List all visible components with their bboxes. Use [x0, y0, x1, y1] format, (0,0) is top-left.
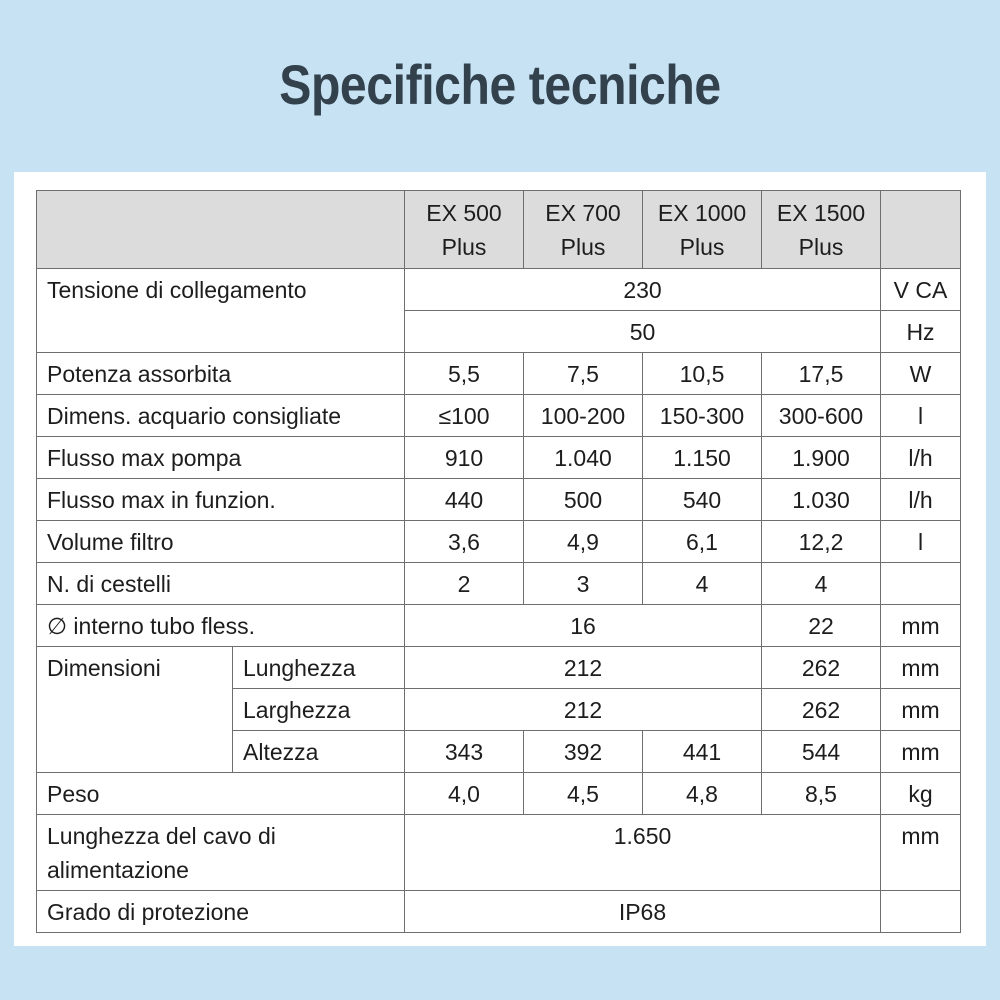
model-header-ex1500: EX 1500 Plus — [762, 191, 881, 269]
row-label-potenza: Potenza assorbita — [37, 353, 405, 395]
cell-value: 4,0 — [405, 773, 524, 815]
cell-unit: mm — [881, 689, 961, 731]
row-label-dimensioni: Dimensioni — [37, 647, 233, 773]
page-title: Specifiche tecniche — [279, 53, 721, 116]
row-label-volume: Volume filtro — [37, 521, 405, 563]
table-row — [37, 395, 961, 437]
cell-value: 212 — [405, 689, 762, 731]
cell-value: 1.650 — [405, 815, 881, 891]
table-row — [37, 605, 961, 647]
frequency-value: 50 — [405, 311, 881, 353]
sub-label-altezza: Altezza — [233, 731, 405, 773]
cell-value: 540 — [643, 479, 762, 521]
cell-value: 500 — [524, 479, 643, 521]
row-label-protezione: Grado di protezione — [37, 891, 405, 933]
cell-value: 7,5 — [524, 353, 643, 395]
cell-value: 4,9 — [524, 521, 643, 563]
header-row — [37, 191, 961, 269]
cell-unit: mm — [881, 605, 961, 647]
table-row — [37, 269, 961, 311]
sub-label-larghezza: Larghezza — [233, 689, 405, 731]
voltage-value: 230 — [405, 269, 881, 311]
cell-value: 441 — [643, 731, 762, 773]
model-header-ex700: EX 700 Plus — [524, 191, 643, 269]
cell-value: ≤100 — [405, 395, 524, 437]
voltage-unit: V CA — [881, 269, 961, 311]
row-label-tensione: Tensione di collegamento — [37, 269, 405, 353]
cell-unit: mm — [881, 731, 961, 773]
specifications-table — [36, 190, 961, 933]
cell-value: 4,5 — [524, 773, 643, 815]
model-header-ex1000: EX 1000 Plus — [643, 191, 762, 269]
header-empty-cell — [37, 191, 405, 269]
table-row — [37, 891, 961, 933]
cell-value: 262 — [762, 647, 881, 689]
cell-unit: mm — [881, 647, 961, 689]
cell-value: 544 — [762, 731, 881, 773]
cell-value: 343 — [405, 731, 524, 773]
cell-value: 1.040 — [524, 437, 643, 479]
table-row — [37, 773, 961, 815]
table-row — [37, 521, 961, 563]
cell-value: 3 — [524, 563, 643, 605]
cell-value: 17,5 — [762, 353, 881, 395]
row-label-cavo: Lunghezza del cavo di alimentazione — [37, 815, 405, 891]
cell-value: 1.150 — [643, 437, 762, 479]
cell-value: 300-600 — [762, 395, 881, 437]
cell-value: 3,6 — [405, 521, 524, 563]
table-row — [37, 647, 961, 689]
cell-unit: kg — [881, 773, 961, 815]
table-row — [37, 479, 961, 521]
cell-value: 2 — [405, 563, 524, 605]
table-row — [37, 437, 961, 479]
cell-value: 8,5 — [762, 773, 881, 815]
cell-unit: l/h — [881, 437, 961, 479]
cell-value: 1.900 — [762, 437, 881, 479]
cell-value: 262 — [762, 689, 881, 731]
row-label-tubo: ∅ interno tubo fless. — [37, 605, 405, 647]
frequency-unit: Hz — [881, 311, 961, 353]
cell-value: 392 — [524, 731, 643, 773]
cell-value: 440 — [405, 479, 524, 521]
cell-value: 1.030 — [762, 479, 881, 521]
row-label-acquario: Dimens. acquario consigliate — [37, 395, 405, 437]
cell-value: IP68 — [405, 891, 881, 933]
row-label-cestelli: N. di cestelli — [37, 563, 405, 605]
cell-value: 910 — [405, 437, 524, 479]
cell-unit: l — [881, 521, 961, 563]
cell-value: 4 — [762, 563, 881, 605]
table-row — [37, 353, 961, 395]
table-row — [37, 815, 961, 891]
cell-value: 6,1 — [643, 521, 762, 563]
cell-unit: l/h — [881, 479, 961, 521]
cell-value: 4 — [643, 563, 762, 605]
cell-value: 22 — [762, 605, 881, 647]
row-label-peso: Peso — [37, 773, 405, 815]
model-header-ex500: EX 500 Plus — [405, 191, 524, 269]
cell-unit — [881, 563, 961, 605]
sub-label-lunghezza: Lunghezza — [233, 647, 405, 689]
cell-value: 12,2 — [762, 521, 881, 563]
cell-unit — [881, 891, 961, 933]
unit-header-empty — [881, 191, 961, 269]
cell-value: 10,5 — [643, 353, 762, 395]
cell-unit: mm — [881, 815, 961, 891]
cell-value: 150-300 — [643, 395, 762, 437]
cell-unit: l — [881, 395, 961, 437]
cell-value: 212 — [405, 647, 762, 689]
cell-value: 5,5 — [405, 353, 524, 395]
cell-unit: W — [881, 353, 961, 395]
row-label-flusso-pompa: Flusso max pompa — [37, 437, 405, 479]
cell-value: 16 — [405, 605, 762, 647]
cell-value: 4,8 — [643, 773, 762, 815]
row-label-flusso-funzion: Flusso max in funzion. — [37, 479, 405, 521]
table-row — [37, 563, 961, 605]
cell-value: 100-200 — [524, 395, 643, 437]
